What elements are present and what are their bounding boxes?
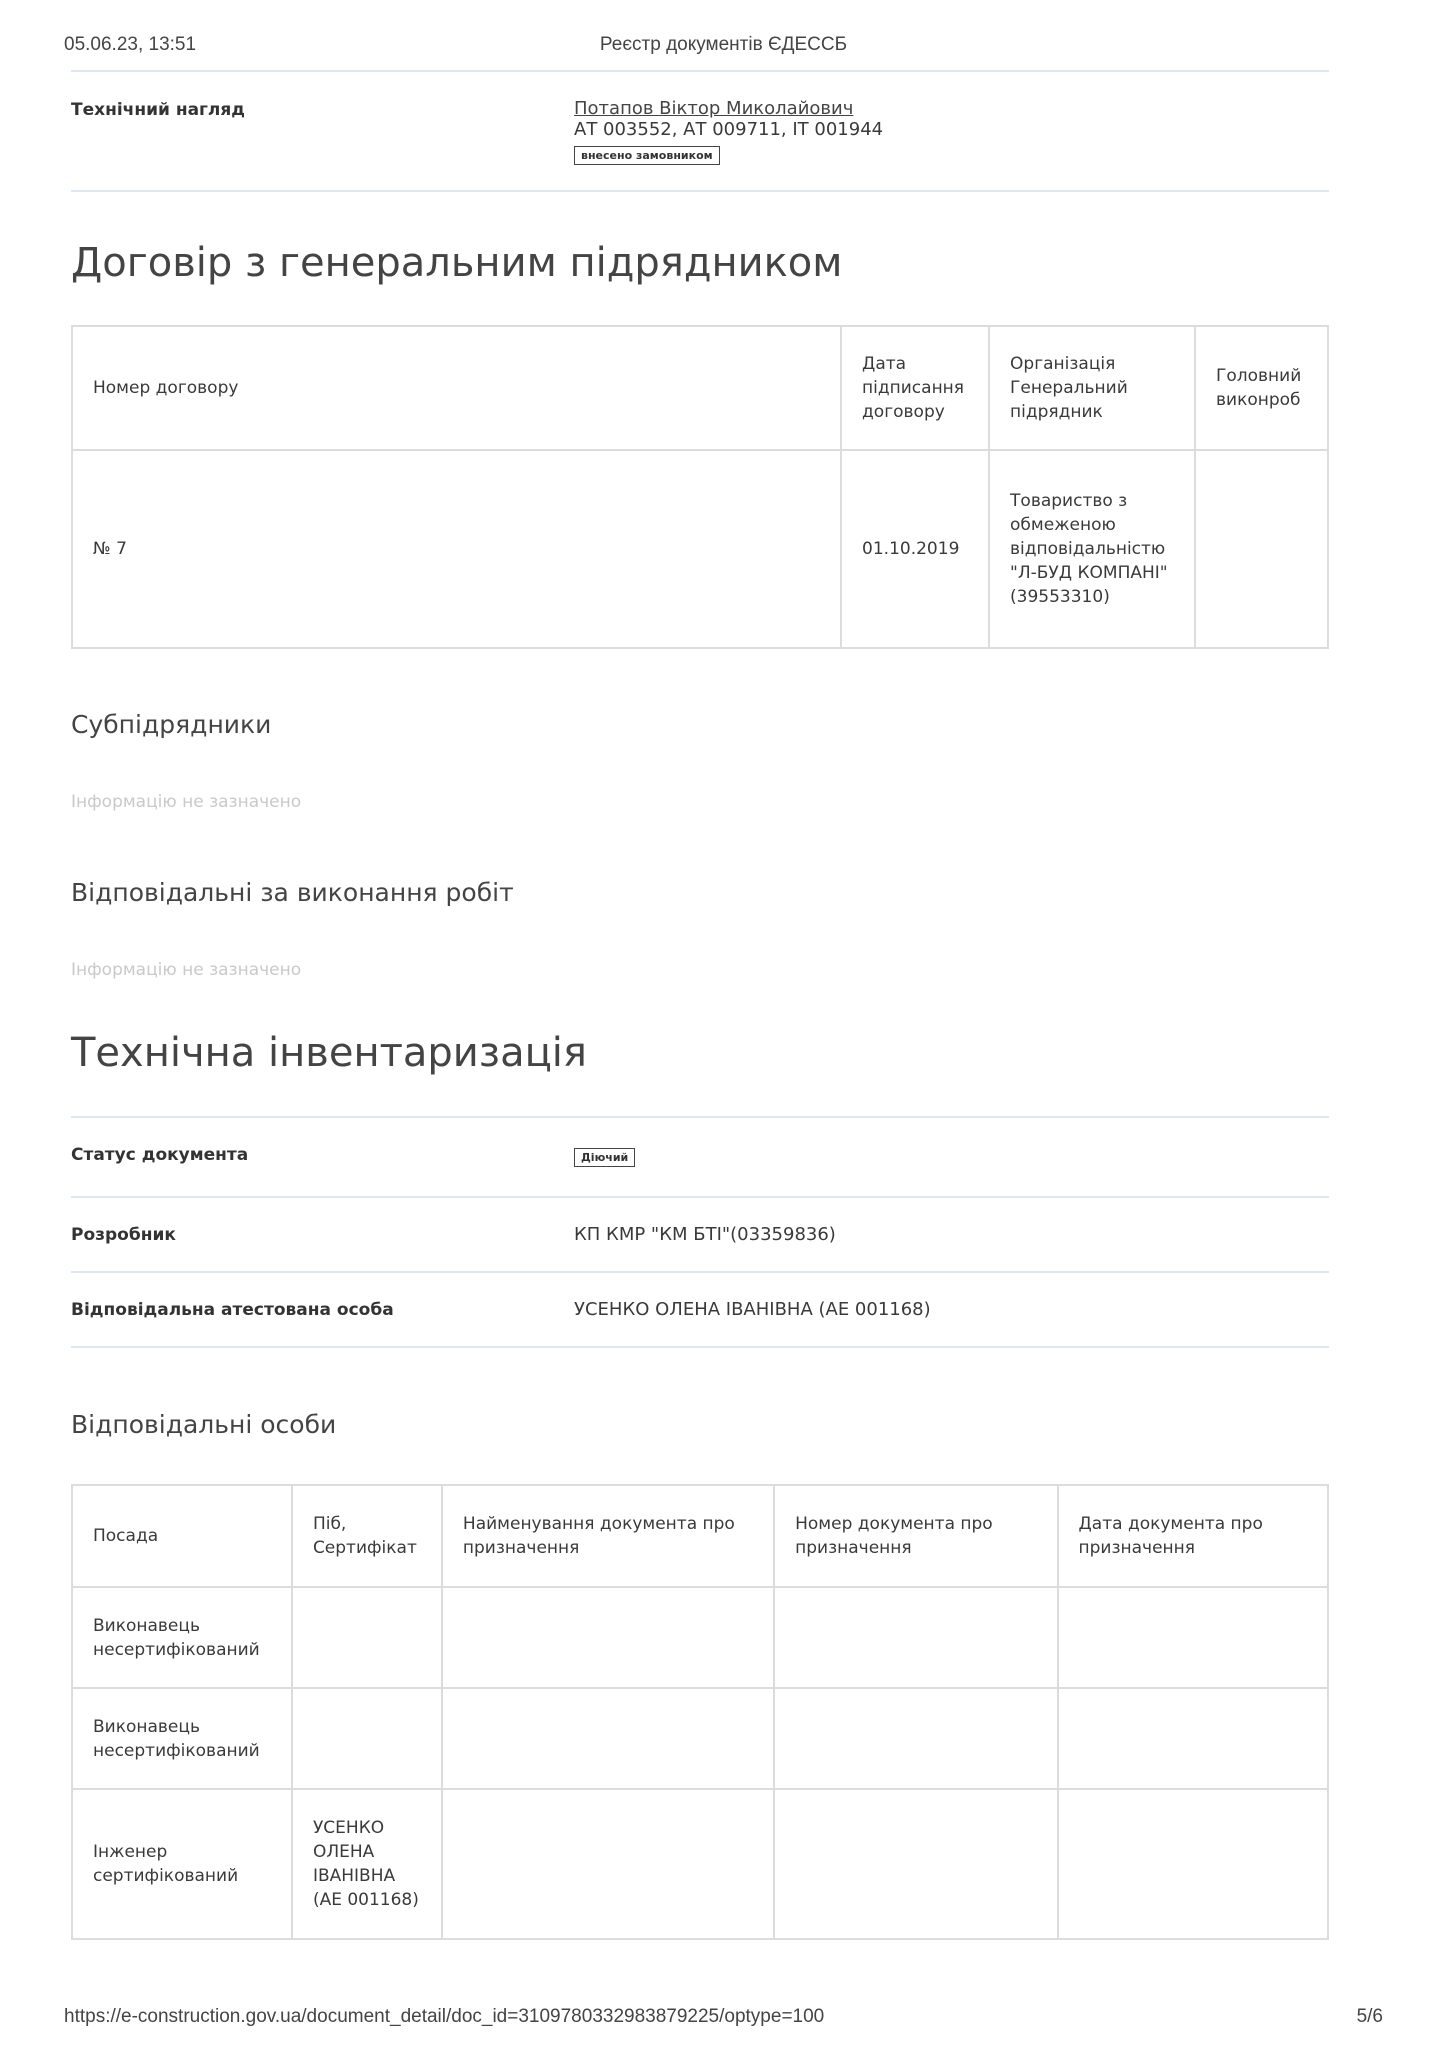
status-value <box>574 1145 635 1167</box>
tech-supervision-certs: АТ 003552, АТ 009711, ІТ 001944 <box>574 119 884 140</box>
contract-table <box>71 325 1329 649</box>
doc-date-cell <box>1058 1789 1328 1939</box>
tech-supervision-label: Технічний нагляд <box>71 100 246 120</box>
tech-supervision-value <box>574 98 883 165</box>
developer-value: КП КМР "КМ БТІ"(03359836) <box>574 1224 836 1245</box>
inventory-section-title: Технічна інвентаризація <box>71 1030 587 1076</box>
status-label: Статус документа <box>71 1145 249 1165</box>
table-row <box>72 1587 1328 1688</box>
tech-supervision-name-link[interactable]: Потапов Віктор Миколайович <box>574 98 854 119</box>
divider <box>71 1196 1329 1198</box>
contract-section-title: Договір з генеральним підрядником <box>71 240 843 286</box>
column-header: Найменування документа про призначення <box>442 1485 774 1587</box>
column-header: Організація Генеральний підрядник <box>989 326 1195 450</box>
column-header: Номер документа про призначення <box>774 1485 1057 1587</box>
responsible-works-empty: Інформацію не зазначено <box>71 960 302 980</box>
table-row <box>72 450 1328 648</box>
contract-number: № 7 <box>72 450 841 648</box>
doc-name-cell <box>442 1688 774 1789</box>
subcontractors-empty: Інформацію не зазначено <box>71 792 302 812</box>
doc-number-cell <box>774 1789 1057 1939</box>
print-date: 05.06.23, 13:51 <box>64 34 197 55</box>
developer-label: Розробник <box>71 1225 176 1245</box>
entered-by-customer-badge: внесено замовником <box>574 146 720 165</box>
doc-number-cell <box>774 1688 1057 1789</box>
table-row <box>72 1789 1328 1939</box>
table-header-row <box>72 326 1328 450</box>
divider <box>71 1116 1329 1118</box>
divider <box>71 190 1329 192</box>
column-header: Дата підписання договору <box>841 326 989 450</box>
column-header: Номер договору <box>72 326 841 450</box>
responsible-person-value: УСЕНКО ОЛЕНА ІВАНІВНА (АЕ 001168) <box>574 1299 931 1320</box>
print-header <box>64 34 1383 58</box>
column-header: Головний виконроб <box>1195 326 1328 450</box>
responsible-persons-title: Відповідальні особи <box>71 1410 337 1439</box>
divider <box>71 1346 1329 1348</box>
print-title: Реєстр документів ЄДЕССБ <box>599 34 848 55</box>
page-number: 5/6 <box>1356 2006 1383 2027</box>
table-row <box>72 1688 1328 1789</box>
name-cell: УСЕНКО ОЛЕНА ІВАНІВНА (АЕ 001168) <box>292 1789 442 1939</box>
column-header: Посада <box>72 1485 292 1587</box>
position-cell: Інженер сертифікований <box>72 1789 292 1939</box>
divider <box>71 1271 1329 1273</box>
doc-name-cell <box>442 1587 774 1688</box>
position-cell: Виконавець несертифікований <box>72 1587 292 1688</box>
doc-date-cell <box>1058 1688 1328 1789</box>
column-header: Піб, Сертифікат <box>292 1485 442 1587</box>
position-cell: Виконавець несертифікований <box>72 1688 292 1789</box>
doc-number-cell <box>774 1587 1057 1688</box>
print-footer <box>64 2006 1383 2030</box>
column-header: Дата документа про призначення <box>1058 1485 1328 1587</box>
status-badge: Діючий <box>574 1148 635 1167</box>
subcontractors-title: Субпідрядники <box>71 710 272 739</box>
responsible-person-label: Відповідальна атестована особа <box>71 1300 394 1320</box>
print-url: https://e-construction.gov.ua/document_detail/doc_id=3109780332983879225/optype=100 <box>64 2006 825 2027</box>
contract-org: Товариство з обмеженою відповідальністю "Л-БУД КОМПАНІ" (39553310) <box>989 450 1195 648</box>
contract-foreman <box>1195 450 1328 648</box>
responsible-works-title: Відповідальні за виконання робіт <box>71 878 514 907</box>
divider <box>71 70 1329 72</box>
name-cell <box>292 1688 442 1789</box>
contract-date: 01.10.2019 <box>841 450 989 648</box>
doc-name-cell <box>442 1789 774 1939</box>
responsible-persons-table <box>71 1484 1329 1940</box>
name-cell <box>292 1587 442 1688</box>
table-header-row <box>72 1485 1328 1587</box>
doc-date-cell <box>1058 1587 1328 1688</box>
